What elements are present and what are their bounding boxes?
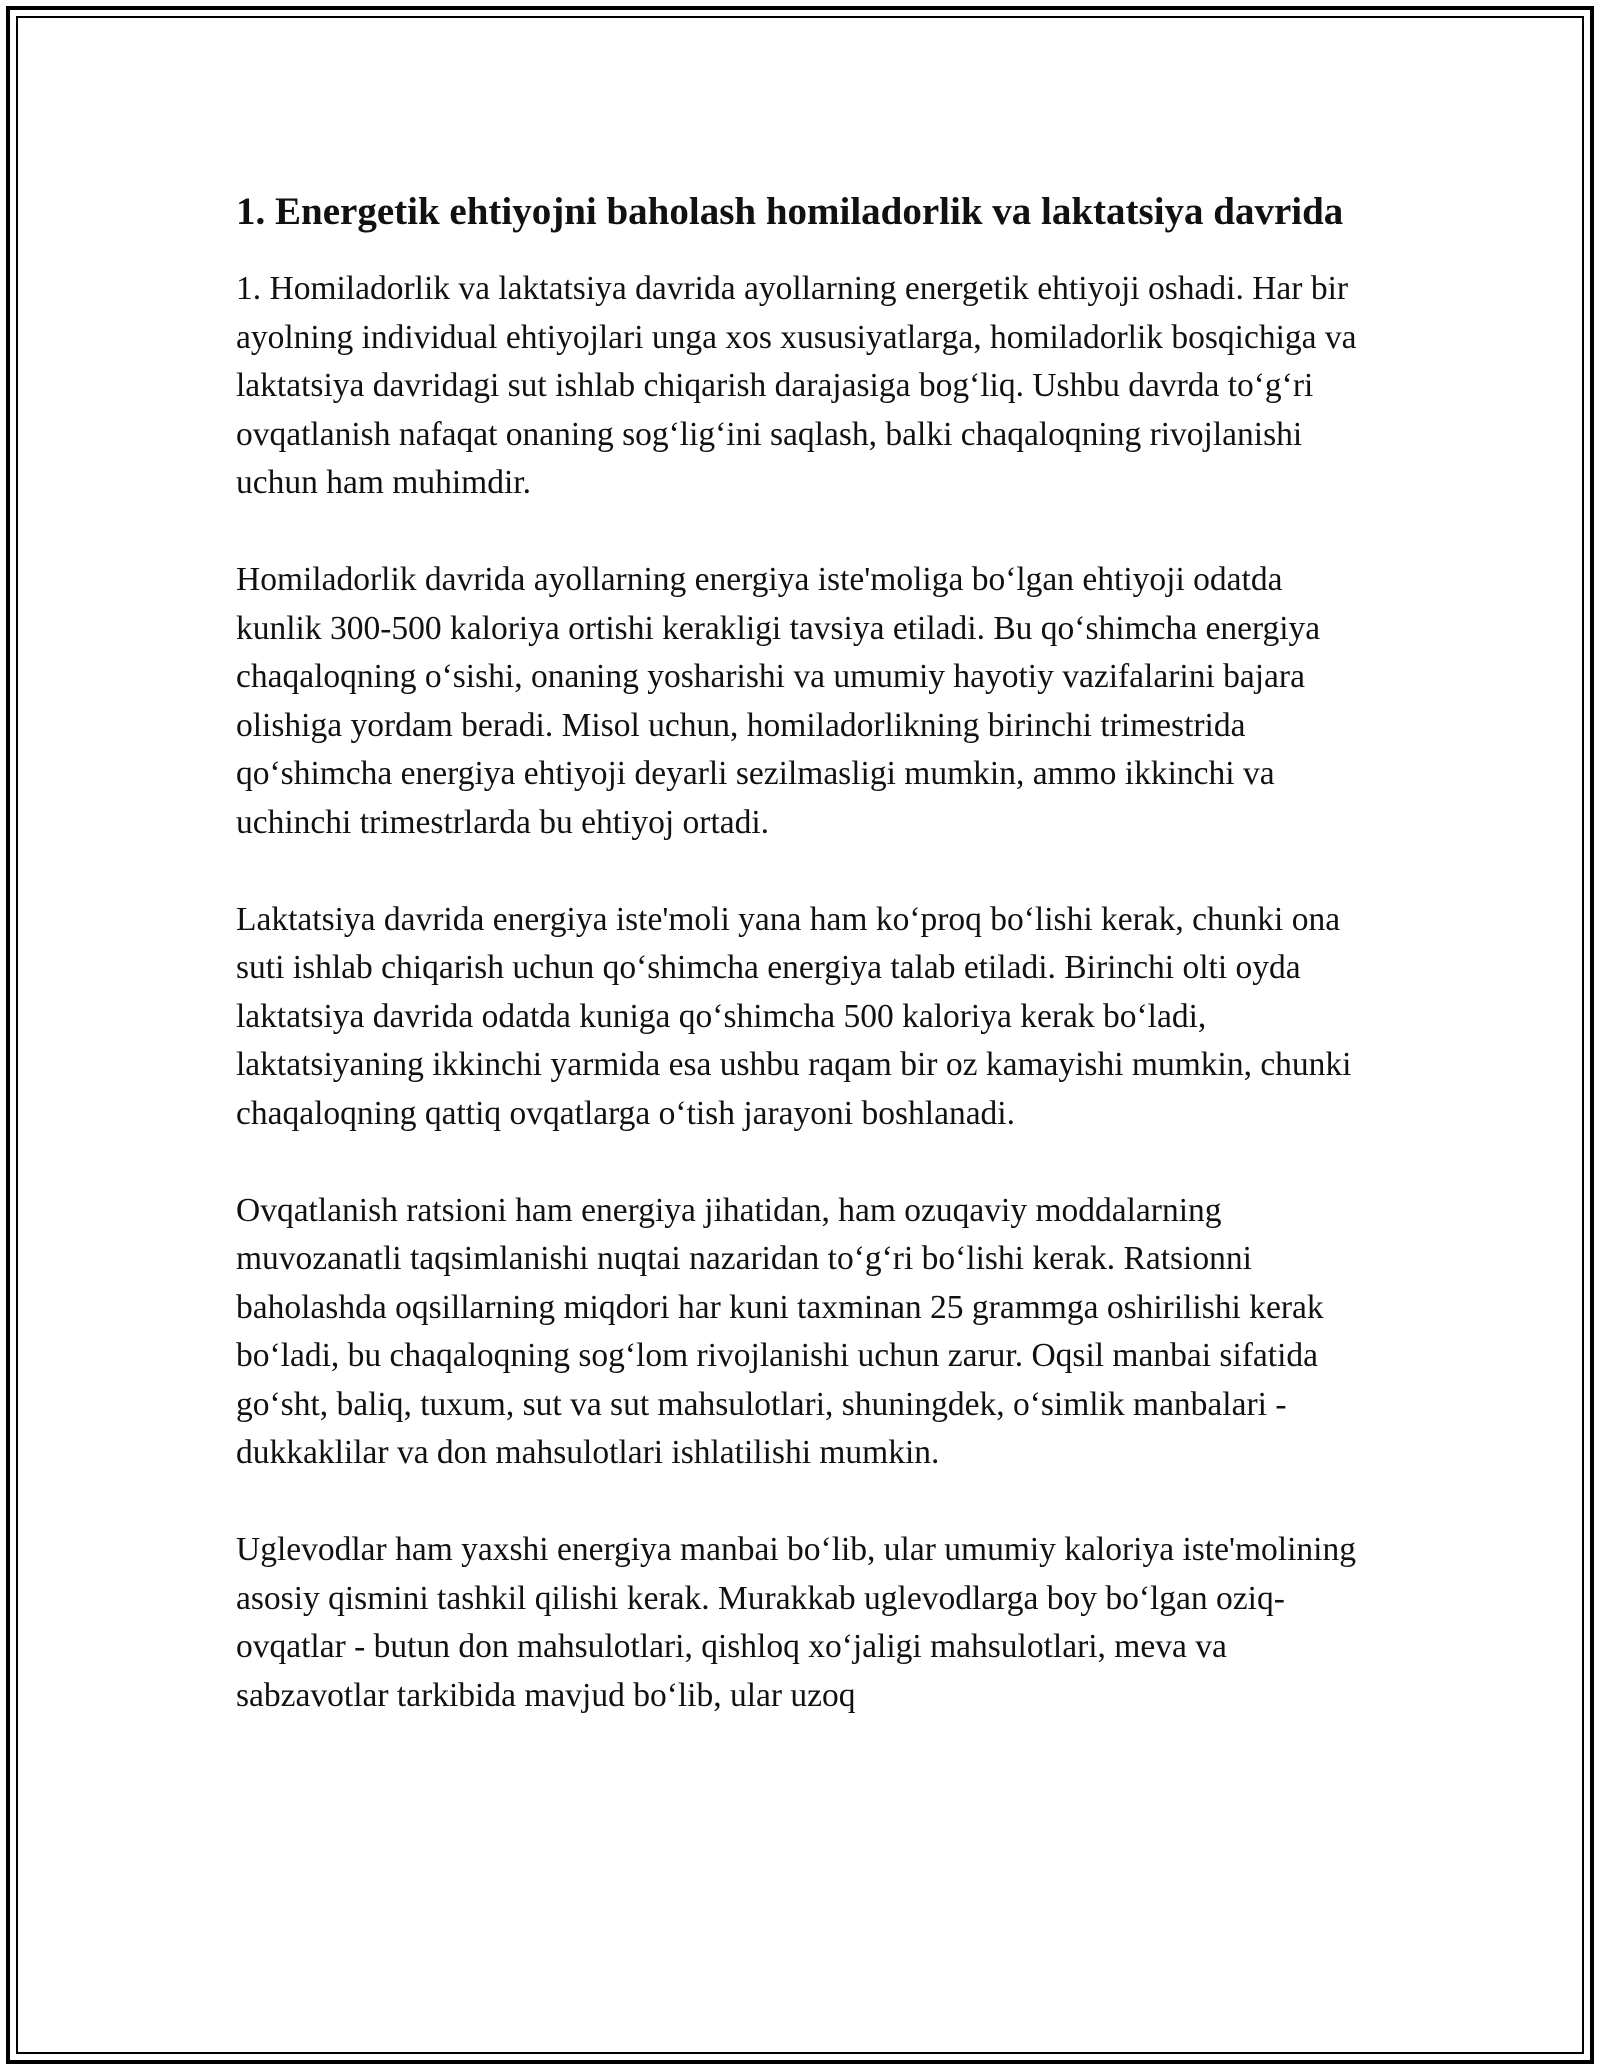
- document-title: 1. Energetik ehtiyojni baholash homiladorlik va laktatsiya davrida: [236, 190, 1344, 233]
- paragraph-nutrition-protein: Ovqatlanish ratsioni ham energiya jihatidan, ham ozuqaviy moddalarning muvozanatli taqsimlanishi nuqtai nazaridan to‘g‘ri bo‘lishi kerak. Ratsionni baholashda oqsillarning miqdori har kuni taxminan 25 grammga oshirilishi kerak bo‘ladi, bu chaqaloqning sog‘lom rivojlanishi uchun zarur. Oqsil manbai sifatida go‘sht, baliq, tuxum, sut va sut mahsulotlari, shuningdek, o‘simlik manbalari - dukkaklilar va don mahsulotlari ishlatilishi mumkin.: [236, 1191, 1324, 1471]
- paragraph-carbohydrates: Uglevodlar ham yaxshi energiya manbai bo‘lib, ular umumiy kaloriya iste'molining asosiy qismini tashkil qilishi kerak. Murakkab uglevodlarga boy bo‘lgan oziq-ovqatlar - butun don mahsulotlari, qishloq xo‘jaligi mahsulotlari, meva va sabzavotlar tarkibida mavjud bo‘lib, ular uzoq: [236, 1531, 1356, 1714]
- document-body: [236, 185, 1376, 1769]
- paragraph-lactation-energy: Laktatsiya davrida energiya iste'moli yana ham ko‘proq bo‘lishi kerak, chunki ona suti ishlab chiqarish uchun qo‘shimcha energiya talab etiladi. Birinchi olti oyda laktatsiya davrida odatda kuniga qo‘shimcha 500 kaloriya kerak bo‘ladi, laktatsiyaning ikkinchi yarmida esa ushbu raqam bir oz kamayishi mumkin, chunki chaqaloqning qattiq ovqatlarga o‘tish jarayoni boshlanadi.: [236, 900, 1352, 1132]
- paragraph-pregnancy-energy: Homiladorlik davrida ayollarning energiya iste'moliga bo‘lgan ehtiyoji odatda kunlik 300-500 kaloriya ortishi kerakligi tavsiya etiladi. Bu qo‘shimcha energiya chaqaloqning o‘sishi, onaning yosharishi va umumiy hayotiy vazifalarini bajara olishiga yordam beradi. Misol uchun, homiladorlikning birinchi trimestrida qo‘shimcha energiya ehtiyoji deyarli sezilmasligi mumkin, ammo ikkinchi va uchinchi trimestrlarda bu ehtiyoj ortadi.: [236, 561, 1321, 841]
- paragraph-intro: 1. Homiladorlik va laktatsiya davrida ayollarning energetik ehtiyoji oshadi. Har bir ayolning individual ehtiyojlari unga xos xususiyatlarga, homiladorlik bosqichiga va laktatsiya davridagi sut ishlab chiqarish darajasiga bog‘liq. Ushbu davrda to‘g‘ri ovqatlanish nafaqat onaning sog‘lig‘ini saqlash, balki chaqaloqning rivojlanishi uchun ham muhimdir.: [236, 270, 1357, 501]
